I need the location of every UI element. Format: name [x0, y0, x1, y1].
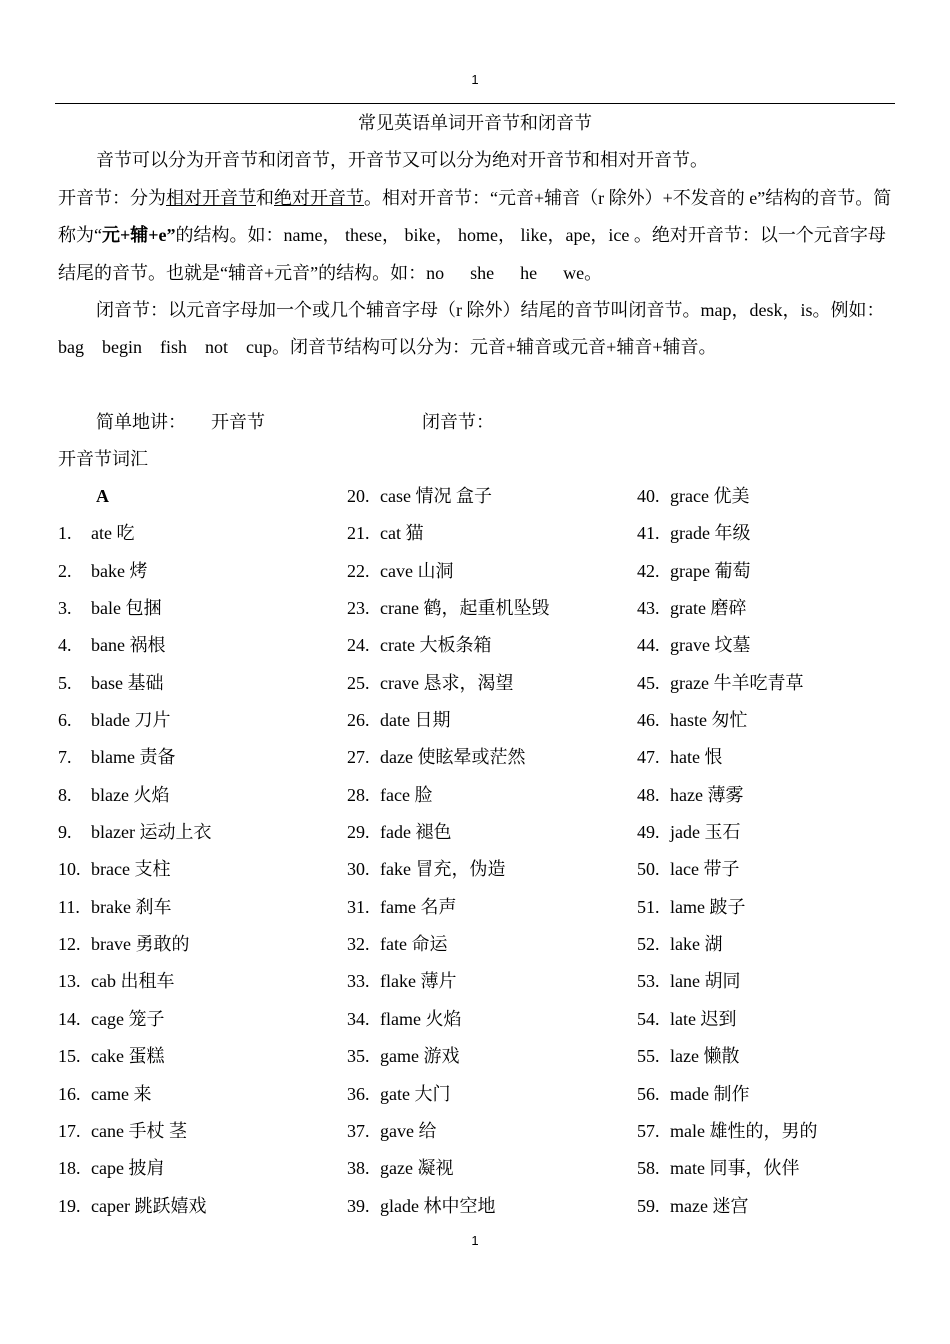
list-item [637, 777, 927, 814]
item-word: A [96, 486, 109, 506]
list-item [637, 963, 927, 1000]
list-item [347, 553, 637, 590]
item-number: 44. [637, 635, 660, 656]
item-word: lane 胡同 [670, 971, 741, 992]
p2-example-we: we。 [563, 262, 603, 283]
p2-text-a: 开音节：分为 [58, 188, 166, 208]
list-item [58, 553, 348, 590]
item-number: 38. [347, 1158, 370, 1179]
item-word: haze 薄雾 [670, 784, 744, 805]
simple-label: 简单地讲： [96, 412, 186, 432]
item-number: 55. [637, 1046, 660, 1067]
item-number: 51. [637, 896, 660, 917]
list-item [58, 627, 348, 664]
item-number: 43. [637, 598, 660, 619]
item-number: 1. [58, 523, 72, 544]
item-number: 18. [58, 1158, 81, 1179]
list-item [637, 627, 927, 664]
item-number: 25. [347, 672, 370, 693]
list-item [347, 1001, 637, 1038]
item-number: 33. [347, 971, 370, 992]
list-item [58, 590, 348, 627]
item-number: 15. [58, 1046, 81, 1067]
page-number-footer: 1 [471, 1233, 479, 1248]
list-item [637, 478, 927, 515]
item-number: 17. [58, 1120, 81, 1141]
relative-open-syllable-link[interactable]: 相对开音节 [166, 188, 256, 208]
item-word: daze 使眩晕或茫然 [380, 747, 526, 768]
item-number: 42. [637, 560, 660, 581]
item-word: bake 烤 [91, 560, 148, 581]
simple-summary-row [96, 404, 494, 440]
item-number: 30. [347, 859, 370, 880]
list-item [347, 1113, 637, 1150]
list-item [347, 851, 637, 888]
item-number: 34. [347, 1008, 370, 1029]
p3-example-cup: cup。 [246, 337, 291, 358]
item-word: crate 大板条箱 [380, 635, 492, 656]
document-title: 常见英语单词开音节和闭音节 [358, 113, 592, 133]
item-word: gaze 凝视 [380, 1158, 454, 1179]
list-item [58, 1038, 348, 1075]
list-item [347, 963, 637, 1000]
item-word: cane 手杖 茎 [91, 1120, 187, 1141]
p2-text-b: 和 [256, 188, 274, 208]
list-item [347, 889, 637, 926]
item-number: 41. [637, 523, 660, 544]
list-item [347, 515, 637, 552]
item-word: male 雄性的，男的 [670, 1120, 818, 1141]
item-word: cat 猫 [380, 523, 424, 544]
list-item [637, 553, 927, 590]
item-word: lake 湖 [670, 934, 723, 955]
item-number: 59. [637, 1195, 660, 1216]
item-word: date 日期 [380, 710, 451, 731]
item-word: made 制作 [670, 1083, 750, 1104]
item-word: game 游戏 [380, 1046, 460, 1067]
item-number: 3. [58, 598, 72, 619]
list-item [637, 515, 927, 552]
p3-text-a: 闭音节：以元音字母加一个或几个辅音字母（r 除外）结尾的音节叫闭音节。map，desk，is。例如：bag [58, 300, 885, 358]
list-item [347, 926, 637, 963]
intro-paragraph-2 [58, 180, 894, 292]
item-word: cage 笼子 [91, 1008, 165, 1029]
item-number: 6. [58, 710, 72, 731]
item-number: 5. [58, 672, 72, 693]
item-word: crane 鹤，起重机坠毁 [380, 598, 550, 619]
item-word: brake 刹车 [91, 896, 172, 917]
item-word: grave 坟墓 [670, 635, 751, 656]
p2-example-he: he [520, 262, 538, 283]
list-item [58, 702, 348, 739]
item-number: 12. [58, 934, 81, 955]
item-number: 57. [637, 1120, 660, 1141]
item-word: graze 牛羊吃青草 [670, 672, 804, 693]
list-item [347, 702, 637, 739]
item-word: cape 披肩 [91, 1158, 165, 1179]
item-number: 56. [637, 1083, 660, 1104]
item-number: 49. [637, 822, 660, 843]
item-number: 46. [637, 710, 660, 731]
list-item [347, 1188, 637, 1225]
list-item [637, 851, 927, 888]
list-item [58, 814, 348, 851]
list-item [347, 1076, 637, 1113]
item-word: grate 磨碎 [670, 598, 747, 619]
item-number: 4. [58, 635, 72, 656]
item-number: 8. [58, 784, 72, 805]
item-word: fame 名声 [380, 896, 457, 917]
absolute-open-syllable-link[interactable]: 绝对开音节 [274, 188, 364, 208]
item-number: 13. [58, 971, 81, 992]
list-item [58, 1150, 348, 1187]
item-number: 39. [347, 1195, 370, 1216]
list-item [58, 963, 348, 1000]
item-word: mate 同事，伙伴 [670, 1158, 800, 1179]
item-number: 21. [347, 523, 370, 544]
list-item [58, 1001, 348, 1038]
item-number: 23. [347, 598, 370, 619]
item-word: grace 优美 [670, 486, 750, 506]
item-word: gate 大门 [380, 1083, 451, 1104]
item-word: cave 山洞 [380, 560, 454, 581]
section-title: 开音节词汇 [58, 449, 148, 469]
item-number: 53. [637, 971, 660, 992]
item-word: bane 祸根 [91, 635, 166, 656]
item-number: 7. [58, 747, 72, 768]
list-item [637, 814, 927, 851]
item-number: 36. [347, 1083, 370, 1104]
item-number: 2. [58, 560, 72, 581]
item-word: fake 冒充，伪造 [380, 859, 506, 880]
item-word: hate 恨 [670, 747, 723, 768]
item-number: 52. [637, 934, 660, 955]
item-number: 50. [637, 859, 660, 880]
item-word: grade 年级 [670, 523, 751, 544]
p3-text-b: 闭音节结构可以分为：元音+辅音或元音+辅音+辅音。 [290, 337, 717, 358]
item-number: 9. [58, 822, 72, 843]
item-word: lace 带子 [670, 859, 740, 880]
item-word: case 情况 盒子 [380, 486, 492, 506]
item-word: cake 蛋糕 [91, 1046, 165, 1067]
simple-closed-label: 闭音节： [422, 412, 494, 432]
item-word: crave 恳求，渴望 [380, 672, 514, 693]
list-item [58, 515, 348, 552]
list-item [58, 851, 348, 888]
item-number: 22. [347, 560, 370, 581]
item-word: blade 刀片 [91, 710, 171, 731]
item-number: 28. [347, 784, 370, 805]
list-item [347, 478, 637, 515]
item-word: haste 匆忙 [670, 710, 748, 731]
list-item [637, 739, 927, 776]
word-column-1 [58, 478, 348, 1225]
list-item [347, 814, 637, 851]
p2-text-c: 。相对开音节：“元音+辅音（r 除外）+不发音的 e”结构的音节。简称为“ [58, 188, 892, 246]
list-item [637, 889, 927, 926]
list-item [637, 702, 927, 739]
list-item [637, 926, 927, 963]
list-item [58, 1188, 348, 1225]
item-number: 14. [58, 1008, 81, 1029]
item-number: 19. [58, 1195, 81, 1216]
p2-example-she: she [470, 262, 495, 283]
item-number: 11. [58, 896, 80, 917]
list-item [58, 889, 348, 926]
item-word: gave 给 [380, 1120, 437, 1141]
list-item [58, 1076, 348, 1113]
item-word: late 迟到 [670, 1008, 737, 1029]
item-word: jade 玉石 [670, 822, 741, 843]
list-item [637, 665, 927, 702]
item-word: maze 迷宫 [670, 1195, 749, 1216]
item-word: fade 褪色 [380, 822, 452, 843]
item-word: grape 葡萄 [670, 560, 751, 581]
list-item [637, 1038, 927, 1075]
item-number: 24. [347, 635, 370, 656]
simple-open-label: 开音节 [211, 412, 265, 432]
item-number: 31. [347, 896, 370, 917]
list-item [58, 1113, 348, 1150]
list-item [58, 777, 348, 814]
letter-heading [58, 478, 348, 515]
p3-example-begin: begin [102, 337, 142, 358]
item-number: 48. [637, 784, 660, 805]
page-number-header: 1 [471, 72, 479, 87]
item-word: brave 勇敢的 [91, 934, 190, 955]
list-item [637, 1188, 927, 1225]
list-item [637, 1001, 927, 1038]
p2-bold-structure: 元+辅+e” [102, 225, 176, 246]
word-column-2 [347, 478, 637, 1225]
item-number: 27. [347, 747, 370, 768]
item-number: 10. [58, 859, 81, 880]
list-item [58, 926, 348, 963]
item-word: bale 包捆 [91, 598, 162, 619]
item-number: 47. [637, 747, 660, 768]
intro-paragraph-3 [58, 292, 894, 367]
list-item [637, 1113, 927, 1150]
item-number: 26. [347, 710, 370, 731]
list-item [347, 1150, 637, 1187]
list-item [347, 627, 637, 664]
item-word: blame 责备 [91, 747, 176, 768]
list-item [637, 590, 927, 627]
intro-paragraph-1: 音节可以分为开音节和闭音节，开音节又可以分为绝对开音节和相对开音节。 [96, 150, 708, 170]
item-number: 32. [347, 934, 370, 955]
item-word: flame 火焰 [380, 1008, 462, 1029]
item-number: 37. [347, 1120, 370, 1141]
item-word: face 脸 [380, 784, 433, 805]
item-word: ate 吃 [91, 523, 135, 544]
item-number: 29. [347, 822, 370, 843]
item-word: laze 懒散 [670, 1046, 740, 1067]
item-number: 40. [637, 486, 660, 506]
item-number: 20. [347, 486, 370, 506]
item-number: 16. [58, 1083, 81, 1104]
item-number: 58. [637, 1158, 660, 1179]
item-word: glade 林中空地 [380, 1195, 496, 1216]
item-number: 54. [637, 1008, 660, 1029]
p2-text-d: 的结构。如：name， these， bike， home， like，ape，ice 。绝对开音节：以一个元音字母结尾的音节。也就是“辅音+元音”的结构。如：no [58, 225, 886, 283]
item-number: 35. [347, 1046, 370, 1067]
item-word: base 基础 [91, 672, 164, 693]
list-item [347, 739, 637, 776]
list-item [58, 665, 348, 702]
item-word: blaze 火焰 [91, 784, 170, 805]
list-item [637, 1076, 927, 1113]
item-word: caper 跳跃嬉戏 [91, 1195, 207, 1216]
item-word: cab 出租车 [91, 971, 175, 992]
list-item [637, 1150, 927, 1187]
list-item [347, 777, 637, 814]
list-item [347, 1038, 637, 1075]
list-item [347, 590, 637, 627]
list-item [347, 665, 637, 702]
p3-example-not: not [205, 337, 229, 358]
p3-example-fish: fish [160, 337, 187, 358]
item-word: blazer 运动上衣 [91, 822, 212, 843]
header-rule [55, 103, 895, 104]
item-number: 45. [637, 672, 660, 693]
list-item [58, 739, 348, 776]
item-word: brace 支柱 [91, 859, 171, 880]
item-word: lame 跛子 [670, 896, 746, 917]
item-word: flake 薄片 [380, 971, 457, 992]
item-word: came 来 [91, 1083, 152, 1104]
item-word: fate 命运 [380, 934, 448, 955]
word-column-3 [637, 478, 927, 1225]
